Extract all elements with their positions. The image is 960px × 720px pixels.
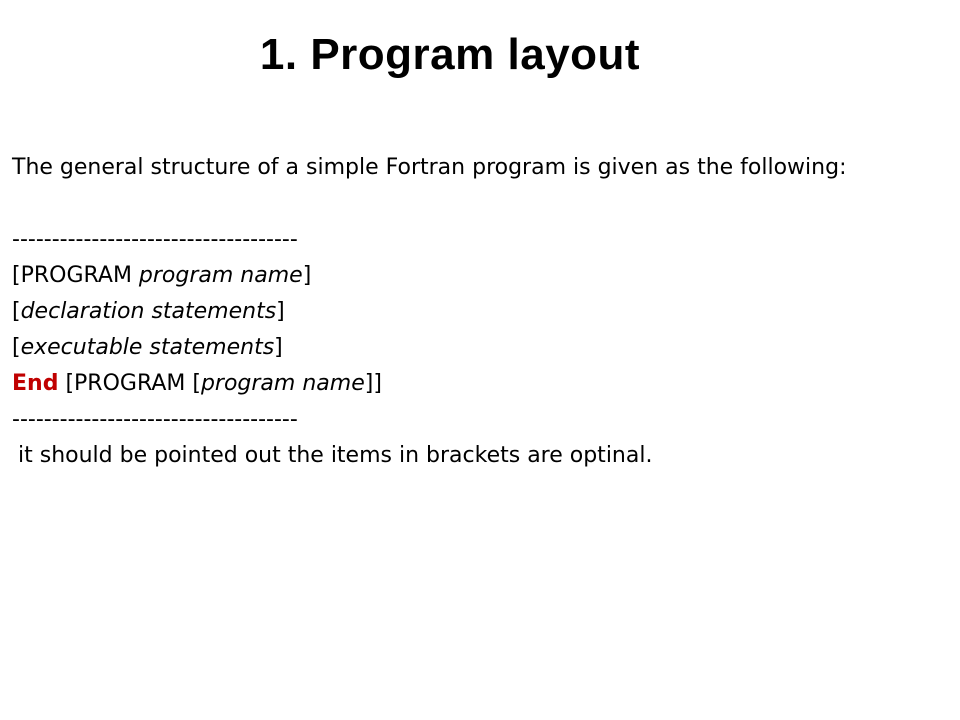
executable-line-italic: executable statements [20,335,275,360]
slide-title: 1. Program layout [259,30,641,79]
end-line-open: [PROGRAM [ [58,371,201,396]
separator-bottom: ------------------------------------ [12,407,298,432]
intro-paragraph: The general structure of a simple Fortran program is given as the following: [12,155,847,180]
declaration-line-italic: declaration statements [20,299,277,324]
end-keyword: End [12,371,59,396]
end-line-italic: program name [200,371,365,396]
executable-line-open: [ [12,335,21,360]
separator-top: ------------------------------------ [12,227,298,252]
executable-line [12,330,912,366]
declaration-line-open: [ [12,299,21,324]
program-line [12,258,912,294]
declaration-line [12,294,912,330]
end-line [12,366,912,402]
program-line-close: ] [302,263,312,288]
program-line-open: [PROGRAM [12,263,139,288]
end-line-close: ]] [364,371,382,396]
declaration-line-close: ] [276,299,285,324]
executable-line-close: ] [274,335,283,360]
slide-body [12,150,912,474]
program-line-italic: program name [138,263,303,288]
note-text: it should be pointed out the items in brackets are optinal. [18,443,653,468]
